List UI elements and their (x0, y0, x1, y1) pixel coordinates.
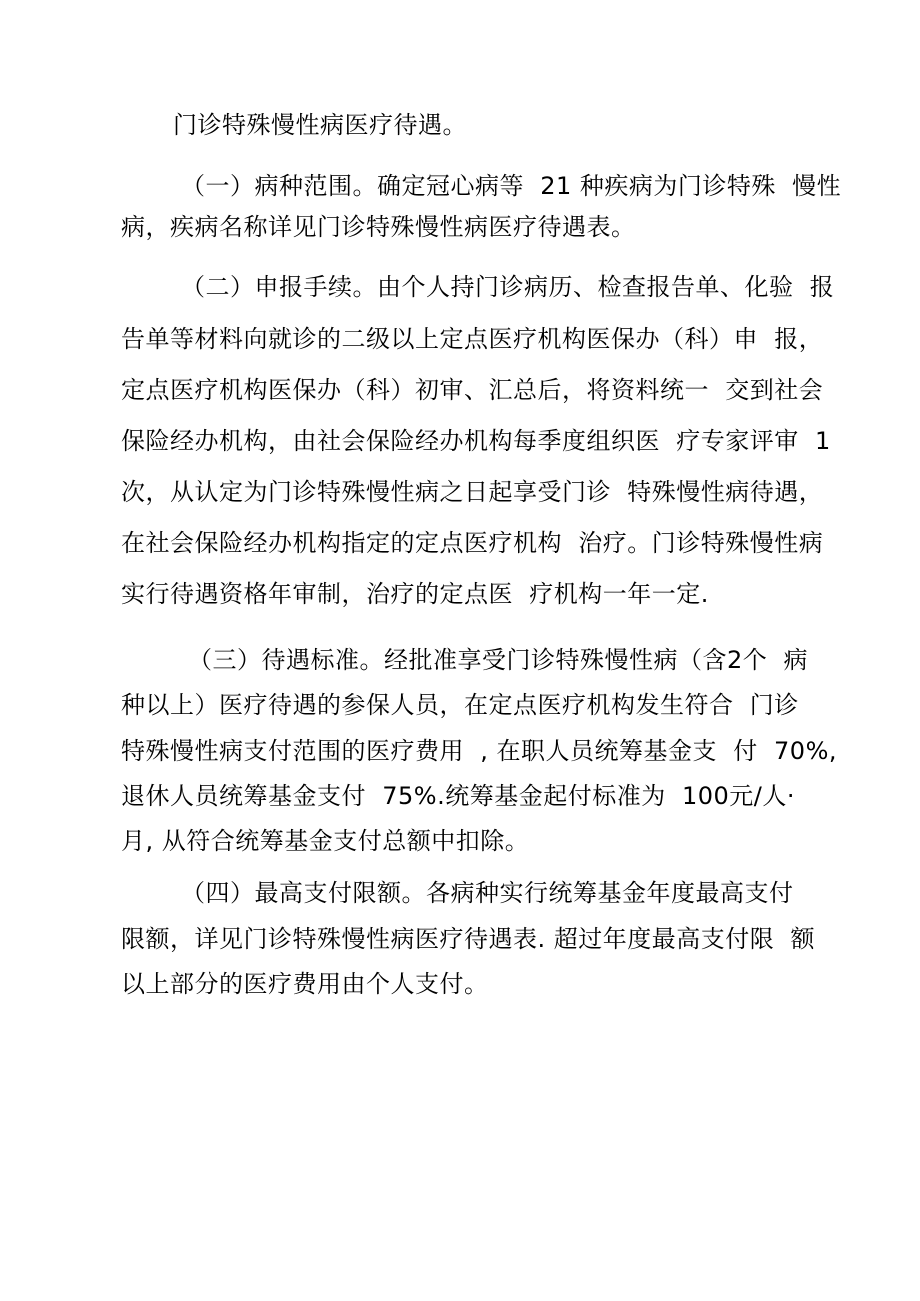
paragraph-line: 退休人员统筹基金支付 75%.统筹基金起付标准为 100元/人· (121, 782, 796, 810)
paragraph-line: 实行待遇资格年审制，治疗的定点医 疗机构一年一定. (121, 580, 709, 608)
paragraph-line: （四）最高支付限额。各病种实行统筹基金年度最高支付 (181, 879, 794, 907)
paragraph-line: 特殊慢性病支付范围的医疗费用 , 在职人员统筹基金支 付 70%, (121, 737, 838, 765)
paragraph-line: （三）待遇标准。经批准享受门诊特殊慢性病（含2个 病 (188, 646, 809, 674)
paragraph-line: 在社会保险经办机构指定的定点医疗机构 治疗。门诊特殊慢性病 (121, 529, 824, 557)
paragraph-line: （二）申报手续。由个人持门诊病历、检查报告单、化验 报 (181, 273, 835, 301)
paragraph-line: 定点医疗机构医保办（科）初审、汇总后，将资料统一 交到社会 (121, 376, 824, 404)
paragraph-line: 次，从认定为门诊特殊慢性病之日起享受门诊 特殊慢性病待遇， (121, 478, 824, 506)
paragraph-line: （一）病种范围。确定冠心病等 21 种疾病为门诊特殊 慢性 (181, 172, 842, 200)
paragraph-line: 月, 从符合统筹基金支付总额中扣除。 (121, 827, 530, 855)
paragraph-line: 病，疾病名称详见门诊特殊慢性病医疗待遇表。 (121, 213, 636, 241)
paragraph-line: 告单等材料向就诊的二级以上定点医疗机构医保办（科）申 报， (121, 325, 824, 353)
paragraph-line: 以上部分的医疗费用由个人支付。 (121, 970, 489, 998)
document-heading: 门诊特殊慢性病医疗待遇。 (173, 111, 467, 139)
paragraph-line: 限额，详见门诊特殊慢性病医疗待遇表. 超过年度最高支付限 额 (121, 925, 816, 953)
paragraph-line: 保险经办机构，由社会保险经办机构每季度组织医 疗专家评审 1 (121, 427, 831, 455)
paragraph-line: 种以上）医疗待遇的参保人员，在定点医疗机构发生符合 门诊 (121, 691, 799, 719)
